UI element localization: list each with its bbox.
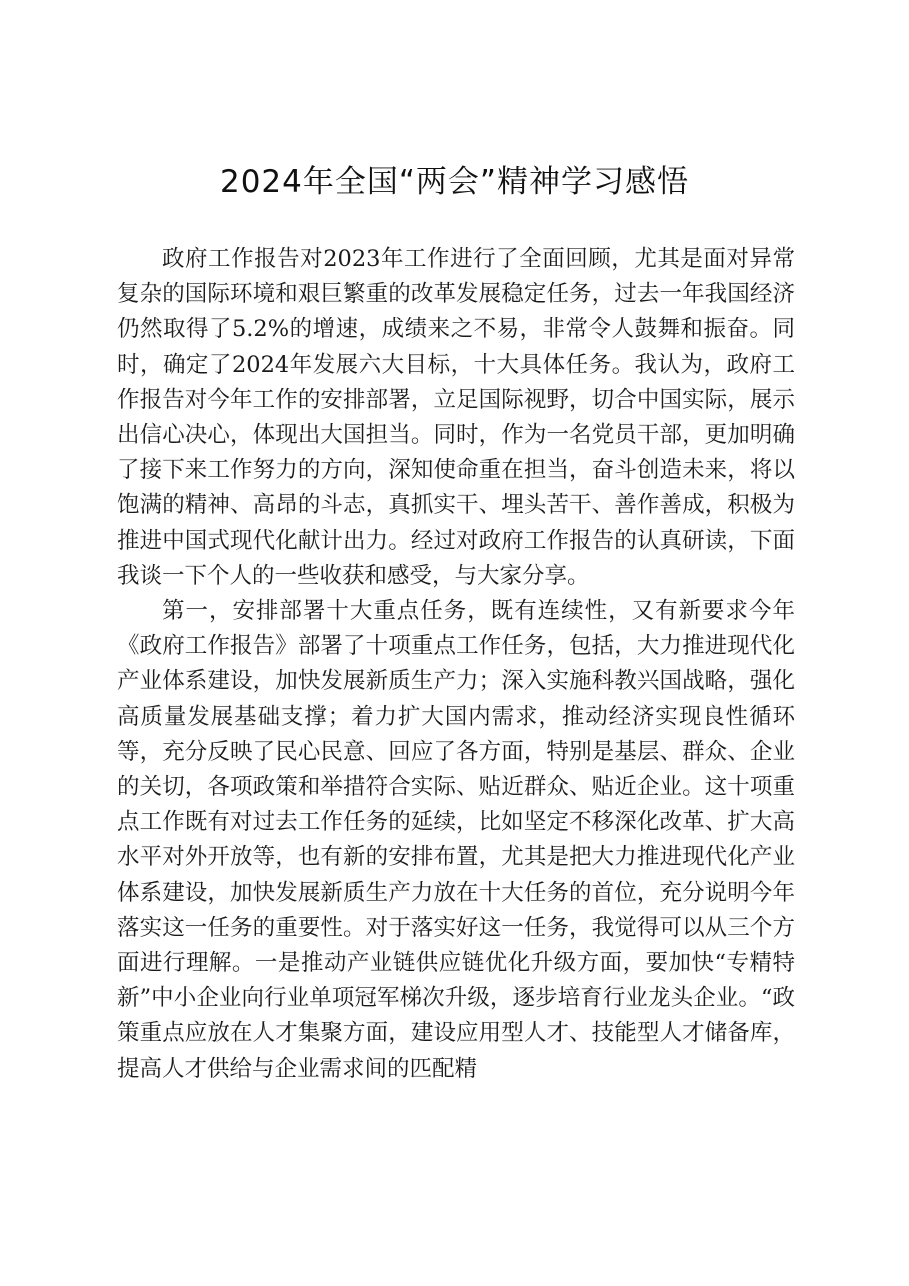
paragraph: 第一，安排部署十大重点任务，既有连续性，又有新要求今年《政府工作报告》部署了十项重点工作任务，包括，大力推进现代化产业体系建设，加快发展新质生产力；深入实施科教兴国战略，强化高质量发展基础支撑；着力扩大国内需求，推动经济实现良性循环等，充分反映了民心民意、回应了各方面，特别是基层、群众、企业的关切，各项政策和举措符合实际、贴近群众、贴近企业。这十项重点工作既有对过去工作任务的延续，比如坚定不移深化改革、扩大高水平对外开放等，也有新的安排布置，尤其是把大力推进现代化产业体系建设，加快发展新质生产力放在十大任务的首位，充分说明今年落实这一任务的重要性。对于落实好这一任务，我觉得可以从三个方面进行理解。一是推动产业链供应链优化升级方面，要加快“专精特新”中小企业向行业单项冠军梯次升级，逐步培育行业龙头企业。“政策重点应放在人才集聚方面，建设应用型人才、技能型人才储备库，提高人才供给与企业需求间的匹配精: [117, 598, 795, 1082]
document-title: 2024年全国“两会”精神学习感悟: [219, 164, 689, 200]
paragraph: 政府工作报告对2023年工作进行了全面回顾，尤其是面对异常复杂的国际环境和艰巨繁重的改革发展稳定任务，过去一年我国经济仍然取得了5.2%的增速，成绩来之不易，非常令人鼓舞和振奋。同时，确定了2024年发展六大目标，十大具体任务。我认为，政府工作报告对今年工作的安排部署，立足国际视野，切合中国实际，展示出信心决心，体现出大国担当。同时，作为一名党员干部，更加明确了接下来工作努力的方向，深知使命重在担当，奋斗创造未来，将以饱满的精神、高昂的斗志，真抓实干、埋头苦干、善作善成，积极为推进中国式现代化献计出力。经过对政府工作报告的认真研读，下面我谈一下个人的一些收获和感受，与大家分享。: [117, 246, 795, 589]
document-body: [117, 242, 795, 1087]
